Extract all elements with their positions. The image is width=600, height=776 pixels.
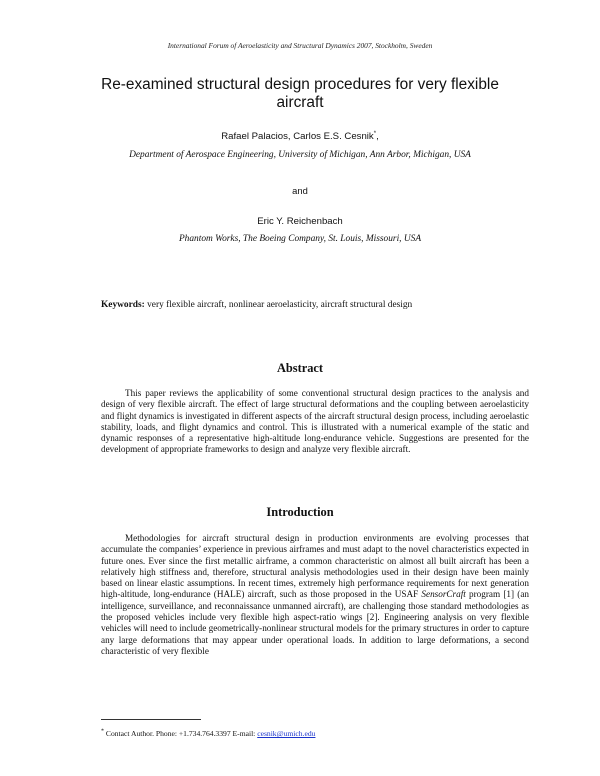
running-header: International Forum of Aeroelasticity and Structural Dynamics 2007, Stockholm, Sweden bbox=[167, 41, 433, 50]
author-names-1-tail: , bbox=[376, 131, 379, 142]
author-footnote-mark[interactable]: * bbox=[373, 130, 377, 137]
footnote bbox=[101, 729, 531, 738]
author-line-1 bbox=[0, 131, 600, 142]
intro-sensorcraft: SensorCraft bbox=[421, 589, 466, 600]
introduction-paragraph bbox=[101, 533, 529, 657]
paper-title: Re-examined structural design procedures for very flexible aircraft bbox=[101, 76, 499, 111]
abstract-heading: Abstract bbox=[276, 361, 324, 375]
keywords-label: Keywords: bbox=[101, 300, 145, 310]
intro-text-2: program [1] (an intelligence, surveillance, and reconnaissance unmanned aircraft), are challenging those standard methodologies as the proposed vehicles include very flexible high aspect-ratio wings [2]. Engineering analysis on very flexible vehicles will need to include geometrically-nonlinear structural models for the primary structures in order to capture any large deformations that may appear under operational loads. In addition to large deformations, a second characteristic of very flexible bbox=[101, 589, 529, 656]
affiliation-1: Department of Aerospace Engineering, University of Michigan, Ann Arbor, Michigan, USA bbox=[129, 150, 471, 160]
keywords-text: very flexible aircraft, nonlinear aeroelasticity, aircraft structural design bbox=[147, 300, 413, 310]
footnote-text: Contact Author. Phone: +1.734.764.3397 E-mail: bbox=[104, 729, 258, 738]
author-line-2: Eric Y. Reichenbach bbox=[257, 216, 343, 227]
introduction-heading: Introduction bbox=[266, 505, 334, 519]
intro-text-1: Methodologies for aircraft structural design in production environments are evolving processes that accumulate the companies’ experience in previous airframes and must adapt to the novel characteristics expected in future ones. Ever since the first metallic airframe, a common characteristic on almost all built aircraft has been a relatively high stiffness and, therefore, structural analysis methodologies used in their design have been mainly based on linear elastic assumptions. In recent times, extremely high performance requirements for next generation high-altitude, long-endurance (HALE) aircraft, such as those proposed in the USAF bbox=[101, 533, 529, 600]
footnote-mark: * bbox=[101, 728, 104, 735]
affiliation-2: Phantom Works, The Boeing Company, St. Louis, Missouri, USA bbox=[178, 234, 422, 244]
author-names-1: Rafael Palacios, Carlos E.S. Cesnik bbox=[221, 131, 374, 142]
abstract-text: This paper reviews the applicability of some conventional structural design practices to the analysis and design of very flexible aircraft. The effect of large structural deformations and the coupling between aeroelasticity and flight dynamics is investigated in different aspects of the aircraft structural design process, including aeroelastic stability, loads, and flight dynamics and control. This is illustrated with a numerical example of the static and dynamic responses of a representative high-altitude long-endurance vehicle. Suggestions are presented for the development of appropriate frameworks to design and analyze very flexible aircraft. bbox=[101, 388, 529, 455]
email-link[interactable]: cesnik@umich.edu bbox=[257, 729, 316, 738]
keywords bbox=[101, 300, 521, 310]
footnote-rule bbox=[101, 719, 201, 720]
and-separator: and bbox=[292, 185, 308, 196]
